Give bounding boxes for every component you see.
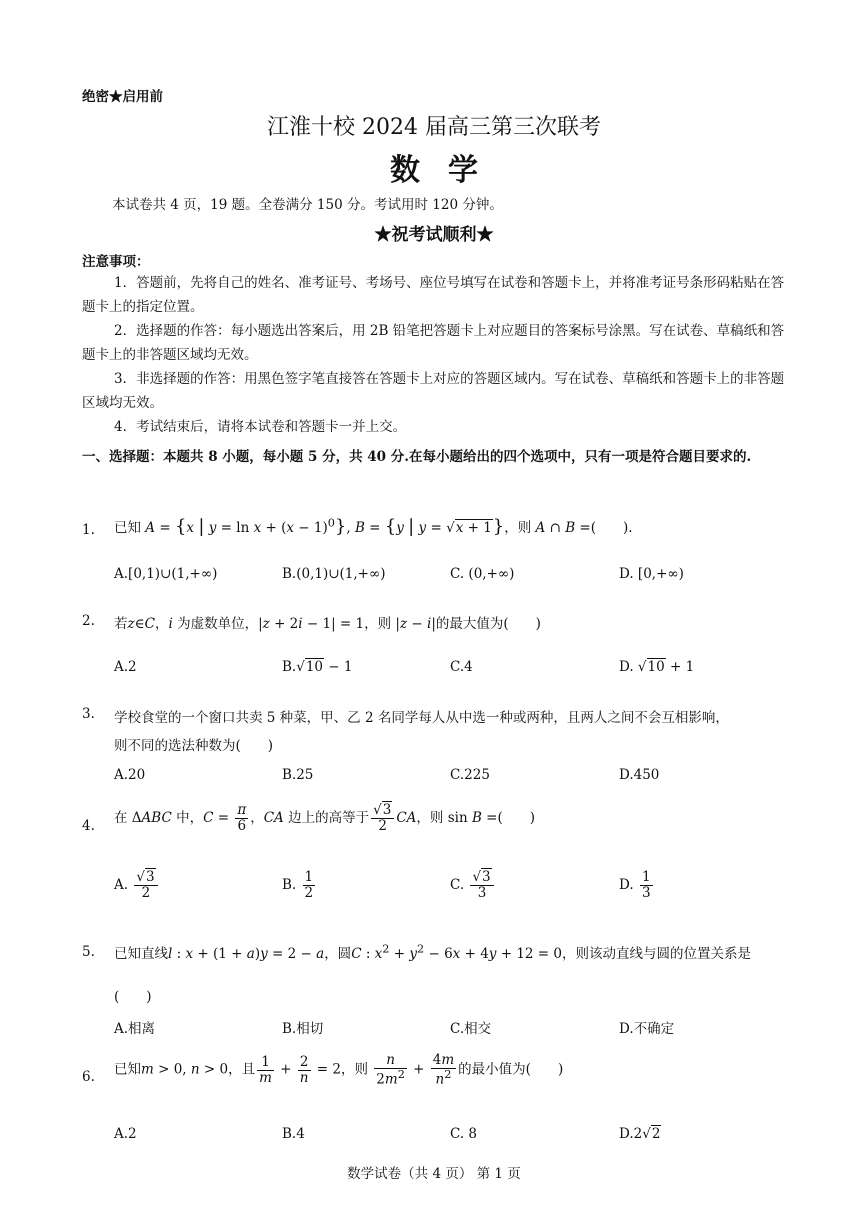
option-d: D.450	[619, 767, 660, 783]
option-d: D. [0,+∞)	[619, 566, 684, 582]
option-c: C.225	[450, 767, 490, 783]
notice-item-1: 1．答题前，先将自己的姓名、准考证号、考场号、座位号填写在试卷和答题卡上，并将准考证号条形码粘贴在答题卡上的指定位置。	[82, 275, 785, 315]
option-b: B.(0,1)∪(1,+∞)	[282, 566, 386, 582]
question-5: 已知直线l : x + (1 + a)y = 2 − a，圆C : $x^2 + y^2 - 6x + 4y + 12 = 0$，则该动直线与圆的位置关系是	[114, 942, 751, 962]
section-heading: 一、选择题：本题共 8 小题，每小题 5 分，共 40 分.在每小题给出的四个选项中，只有一项是符合题目要求的.	[82, 449, 752, 465]
option-d: D. $\frac{1}{3}$	[619, 869, 651, 901]
question-number: 1.	[82, 522, 95, 538]
option-c: C. 8	[450, 1126, 478, 1142]
question-6: 已知m > 0, n > 0，且 $\frac{1}{m}$ + $\frac{2}{n}$ = 2，则 $\frac{n}{2m^2}$ + $\frac{4m}{n^2}$ 的最小值为( )	[114, 1052, 564, 1088]
option-b: B.√10 − 1	[282, 659, 353, 675]
subject-title: 数学	[390, 153, 506, 188]
option-c: C.4	[450, 659, 473, 675]
question-3-line-2: 则不同的选法种数为( )	[114, 738, 274, 754]
question-2: 若z∈C，i 为虚数单位，|z + 2i − 1| = 1，则 |z − i|的最大值为( )	[114, 616, 541, 632]
option-d: D. √10 + 1	[619, 659, 695, 675]
notice-item-2: 2．选择题的作答：每小题选出答案后，用 2B 铅笔把答题卡上对应题目的答案标号涂黑。写在试卷、草稿纸和答题卡上的非答题区域均无效。	[82, 323, 785, 363]
notice-item-4: 4．考试结束后，请将本试卷和答题卡一并上交。	[114, 419, 407, 435]
exam-title: 江淮十校 2024 届高三第三次联考	[267, 115, 601, 140]
option-d: D.2√2	[619, 1126, 661, 1142]
question-4: 在 ΔABC 中，C = $\frac{\pi}{6}$ ，CA 边上的高等于 $\frac{√3}{2}$ CA，则 sin B =( )	[114, 802, 536, 834]
exam-intro: 本试卷共 4 页，19 题。全卷满分 150 分。考试用时 120 分钟。	[112, 197, 503, 213]
option-b: B.25	[282, 767, 314, 783]
confidential-label: 绝密★启用前	[82, 89, 163, 105]
question-number: 2.	[82, 613, 95, 629]
option-b: B.相切	[282, 1021, 324, 1037]
good-luck-banner: ★祝考试顺利★	[374, 225, 494, 245]
option-a: A.2	[114, 1126, 137, 1142]
question-1: 已知 A = {x | $y = \ln x + (x - 1)^0$}, B = {y | y = √x + 1}，则 A ∩ B =( ).	[114, 516, 633, 537]
option-a: A.2	[114, 659, 137, 675]
option-c: C.相交	[450, 1021, 492, 1037]
question-number: 3.	[82, 706, 95, 722]
question-5-line-2: ( )	[114, 989, 152, 1005]
option-b: B. $\frac{1}{2}$	[282, 869, 314, 901]
option-c: C. (0,+∞)	[450, 566, 515, 582]
question-3-line-1: 学校食堂的一个窗口共卖 5 种菜，甲、乙 2 名同学每人从中选一种或两种，且两人之间不会互相影响，	[114, 710, 729, 726]
page-footer: 数学试卷（共 4 页） 第 1 页	[347, 1166, 521, 1182]
option-a: A.[0,1)∪(1,+∞)	[114, 566, 218, 582]
option-b: B.4	[282, 1126, 305, 1142]
option-d: D.不确定	[619, 1021, 675, 1037]
option-c: C. $\frac{√3}{3}$	[450, 870, 496, 901]
notice-item-3: 3．非选择题的作答：用黑色签字笔直接答在答题卡上对应的答题区域内。写在试卷、草稿纸和答题卡上的非答题区域均无效。	[82, 371, 785, 411]
option-a: A. $\frac{√3}{2}$	[114, 870, 160, 901]
option-a: A.20	[114, 767, 146, 783]
notice-heading: 注意事项：	[82, 254, 150, 270]
question-number: 4.	[82, 818, 95, 834]
option-a: A.相离	[114, 1021, 156, 1037]
question-number: 5.	[82, 944, 95, 960]
question-number: 6.	[82, 1069, 95, 1085]
